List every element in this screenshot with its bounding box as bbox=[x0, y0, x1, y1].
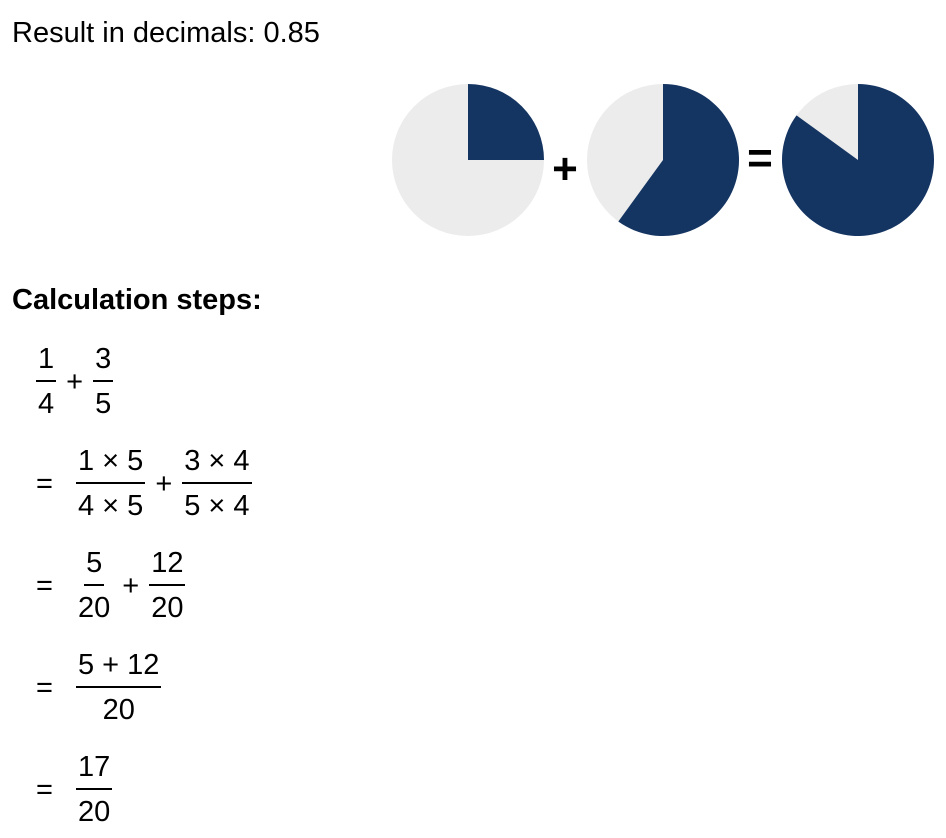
fraction bbox=[76, 549, 112, 623]
fraction-pie-visual bbox=[390, 82, 936, 240]
denominator: 4 × 5 bbox=[78, 490, 144, 522]
equals-sign: = bbox=[36, 468, 53, 500]
numerator: 1 bbox=[36, 345, 56, 382]
pie-result-fraction bbox=[782, 84, 934, 236]
equals-sign: = bbox=[36, 672, 53, 704]
numerator: 3 bbox=[93, 345, 113, 382]
fraction bbox=[76, 753, 112, 827]
fraction bbox=[149, 549, 185, 623]
denominator: 4 bbox=[38, 388, 55, 420]
fraction bbox=[36, 345, 56, 419]
denominator: 20 bbox=[151, 592, 184, 624]
numerator: 17 bbox=[76, 753, 112, 790]
plus-sign: + bbox=[122, 570, 140, 602]
pie-first-fraction bbox=[392, 84, 544, 236]
equals-operator: = bbox=[747, 133, 773, 183]
calc-step-1 bbox=[36, 340, 113, 424]
result-value: 0.85 bbox=[263, 17, 320, 49]
numerator: 12 bbox=[149, 549, 185, 586]
numerator: 5 + 12 bbox=[76, 651, 161, 688]
calc-step-4 bbox=[36, 646, 161, 730]
numerator: 3 × 4 bbox=[182, 447, 251, 484]
pie-equation-svg bbox=[390, 82, 936, 240]
calc-step-2 bbox=[36, 442, 252, 526]
pie-second-fraction bbox=[587, 84, 739, 236]
denominator: 5 bbox=[95, 388, 112, 420]
denominator: 5 × 4 bbox=[184, 490, 250, 522]
denominator: 20 bbox=[78, 796, 111, 828]
fraction bbox=[76, 447, 145, 521]
result-label: Result in decimals: bbox=[12, 17, 256, 49]
denominator: 20 bbox=[78, 592, 111, 624]
calculation-steps-heading: Calculation steps: bbox=[12, 284, 262, 316]
plus-sign: + bbox=[155, 468, 173, 500]
calc-step-5 bbox=[36, 748, 112, 832]
result-text bbox=[12, 14, 320, 52]
fraction bbox=[76, 651, 161, 725]
fraction bbox=[182, 447, 251, 521]
pie-first-slice bbox=[468, 84, 544, 160]
calc-step-3 bbox=[36, 544, 185, 628]
plus-sign: + bbox=[66, 366, 84, 398]
fraction bbox=[93, 345, 113, 419]
equals-sign: = bbox=[36, 774, 53, 806]
numerator: 5 bbox=[84, 549, 104, 586]
plus-operator: + bbox=[552, 144, 578, 194]
denominator: 20 bbox=[102, 694, 135, 726]
equals-sign: = bbox=[36, 570, 53, 602]
numerator: 1 × 5 bbox=[76, 447, 145, 484]
